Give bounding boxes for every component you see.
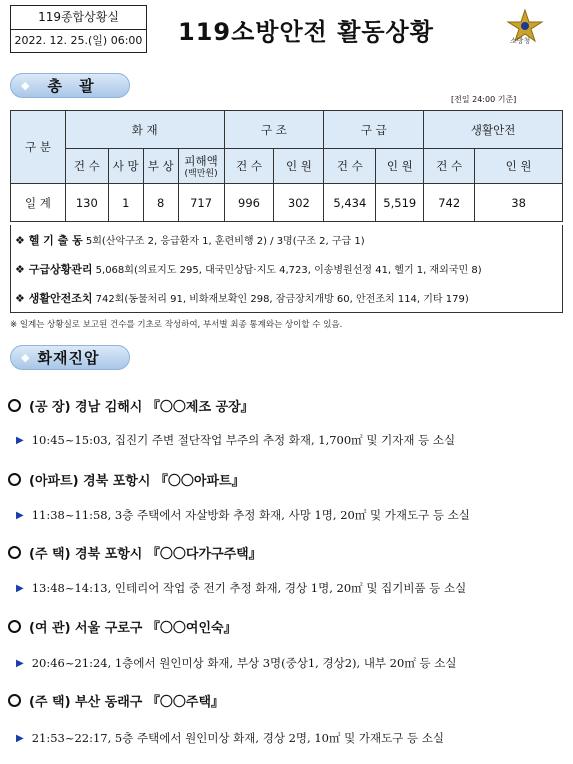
row-label: 일 계 (11, 184, 66, 222)
note-helicopter: ❖ 헬 기 출 동 5회(산악구조 2, 응급환자 1, 훈련비행 2) / 3명(구조 2, 구급 1) (15, 234, 365, 247)
col-fire-count: 건 수 (65, 149, 108, 184)
col-safety-count: 건 수 (424, 149, 475, 184)
cell-rescue-persons: 302 (274, 184, 324, 222)
page-title: 119소방안전 활동상황 (178, 18, 434, 46)
note-text: 5,068회(의료지도 295, 대국민상담·지도 4,723, 이송병원선정 41, 헬기 1, 재외국민 8) (95, 265, 482, 276)
col-fire-damage (178, 149, 224, 184)
fire-incident-title: (주 택) 부산 동래구 『〇〇주택』 (8, 691, 224, 710)
fire-incident-detail: ▶ 10:45~15:03, 집진기 주변 절단작업 부주의 추정 화재, 1,700㎡ 및 기자재 등 소실 (16, 433, 456, 447)
col-rescue-count: 건 수 (224, 149, 274, 184)
circle-bullet-icon (8, 546, 21, 559)
fire-incident-title: (주 택) 경북 포항시 『〇〇다가구주택』 (8, 543, 262, 562)
cell-ems-count: 5,434 (324, 184, 376, 222)
note-label: 생활안전조치 (28, 292, 93, 305)
emblem-text: 소방청 (510, 37, 531, 45)
fire-incident-title: (여 관) 서울 구로구 『〇〇여인숙』 (8, 617, 237, 636)
triangle-bullet-icon: ▶ (16, 509, 24, 521)
org-name: 119종합상황실 (38, 10, 119, 24)
cell-ems-persons: 5,519 (376, 184, 424, 222)
col-damage-unit: (백만원) (184, 168, 218, 179)
footnote: ※ 일계는 상황실로 보고된 건수를 기초로 작성하여, 부서별 최종 통계와는 상이할 수 있음. (10, 320, 343, 330)
triangle-bullet-icon: ▶ (16, 582, 24, 594)
note-ems-management: ❖ 구급상황관리 5,068회(의료지도 295, 대국민상담·지도 4,723, 이송병원선정 41, 헬기 1, 재외국민 8) (15, 263, 482, 276)
diamond-icon: ◆ (21, 351, 30, 364)
cell-fire-injured: 8 (143, 184, 178, 222)
activity-notes (10, 225, 563, 313)
col-fire-injured: 부 상 (143, 149, 178, 184)
note-safety-actions: ❖ 생활안전조치 742회(동물처리 91, 비화재보확인 298, 잠금장치개방 60, 안전조치 114, 기타 179) (15, 292, 469, 305)
note-text: 742회(동물처리 91, 비화재보확인 298, 잠금장치개방 60, 안전조치 114, 기타 179) (95, 294, 469, 305)
cell-rescue-count: 996 (224, 184, 274, 222)
header-fire: 화 재 (65, 111, 224, 149)
cell-safety-persons: 38 (475, 184, 563, 222)
summary-section-title: 총 괄 (47, 77, 100, 95)
fire-section-title: 화재진압 (37, 349, 100, 367)
cell-safety-count: 742 (424, 184, 475, 222)
report-header-box (10, 5, 147, 53)
fire-incident-detail: ▶ 20:46~21:24, 1층에서 원인미상 화재, 부상 3명(중상1, 경상2), 내부 20㎡ 등 소실 (16, 656, 457, 670)
summary-section-heading (10, 73, 130, 98)
note-text: 5회(산악구조 2, 응급환자 1, 훈련비행 2) / 3명(구조 2, 구급 1) (85, 236, 365, 247)
triangle-bullet-icon: ▶ (16, 732, 24, 744)
col-safety-persons: 인 원 (475, 149, 563, 184)
col-rescue-persons: 인 원 (274, 149, 324, 184)
triangle-bullet-icon: ▶ (16, 434, 24, 446)
col-ems-count: 건 수 (324, 149, 376, 184)
cell-fire-count: 130 (65, 184, 108, 222)
header-gubun: 구 분 (11, 111, 66, 184)
col-ems-persons: 인 원 (376, 149, 424, 184)
fire-incident-title: (아파트) 경북 포항시 『〇〇아파트』 (8, 470, 245, 489)
note-label: 구급상황관리 (28, 263, 93, 276)
triangle-bullet-icon: ▶ (16, 657, 24, 669)
col-damage-label: 피해액 (184, 153, 218, 168)
cell-fire-dead: 1 (108, 184, 143, 222)
summary-table (10, 110, 563, 222)
table-row (11, 184, 563, 222)
fire-incident-title: (공 장) 경남 김해시 『〇〇제조 공장』 (8, 396, 254, 415)
col-fire-dead: 사 망 (108, 149, 143, 184)
header-safety: 생활안전 (424, 111, 563, 149)
circle-bullet-icon (8, 473, 21, 486)
fire-incident-detail: ▶ 21:53~22:17, 5층 주택에서 원인미상 화재, 경상 2명, 10㎡ 및 가재도구 등 소실 (16, 731, 444, 745)
fire-incident-detail: ▶ 13:48~14:13, 인테리어 작업 중 전기 추정 화재, 경상 1명, 20㎡ 및 집기비품 등 소실 (16, 581, 467, 595)
fire-section-heading (10, 345, 130, 370)
header-ems: 구 급 (324, 111, 424, 149)
circle-bullet-icon (8, 620, 21, 633)
note-label: 헬 기 출 동 (28, 234, 83, 247)
diamond-icon: ◆ (21, 79, 30, 92)
cell-fire-damage: 717 (178, 184, 224, 222)
header-rescue: 구 조 (224, 111, 324, 149)
fire-incident-detail: ▶ 11:38~11:58, 3층 주택에서 자살방화 추정 화재, 사망 1명, 20㎡ 및 가재도구 등 소실 (16, 508, 470, 522)
circle-bullet-icon (8, 399, 21, 412)
basis-time: [전일 24:00 기준] (451, 95, 517, 104)
circle-bullet-icon (8, 694, 21, 707)
report-datetime: 2022. 12. 25.(일) 06:00 (11, 29, 146, 52)
